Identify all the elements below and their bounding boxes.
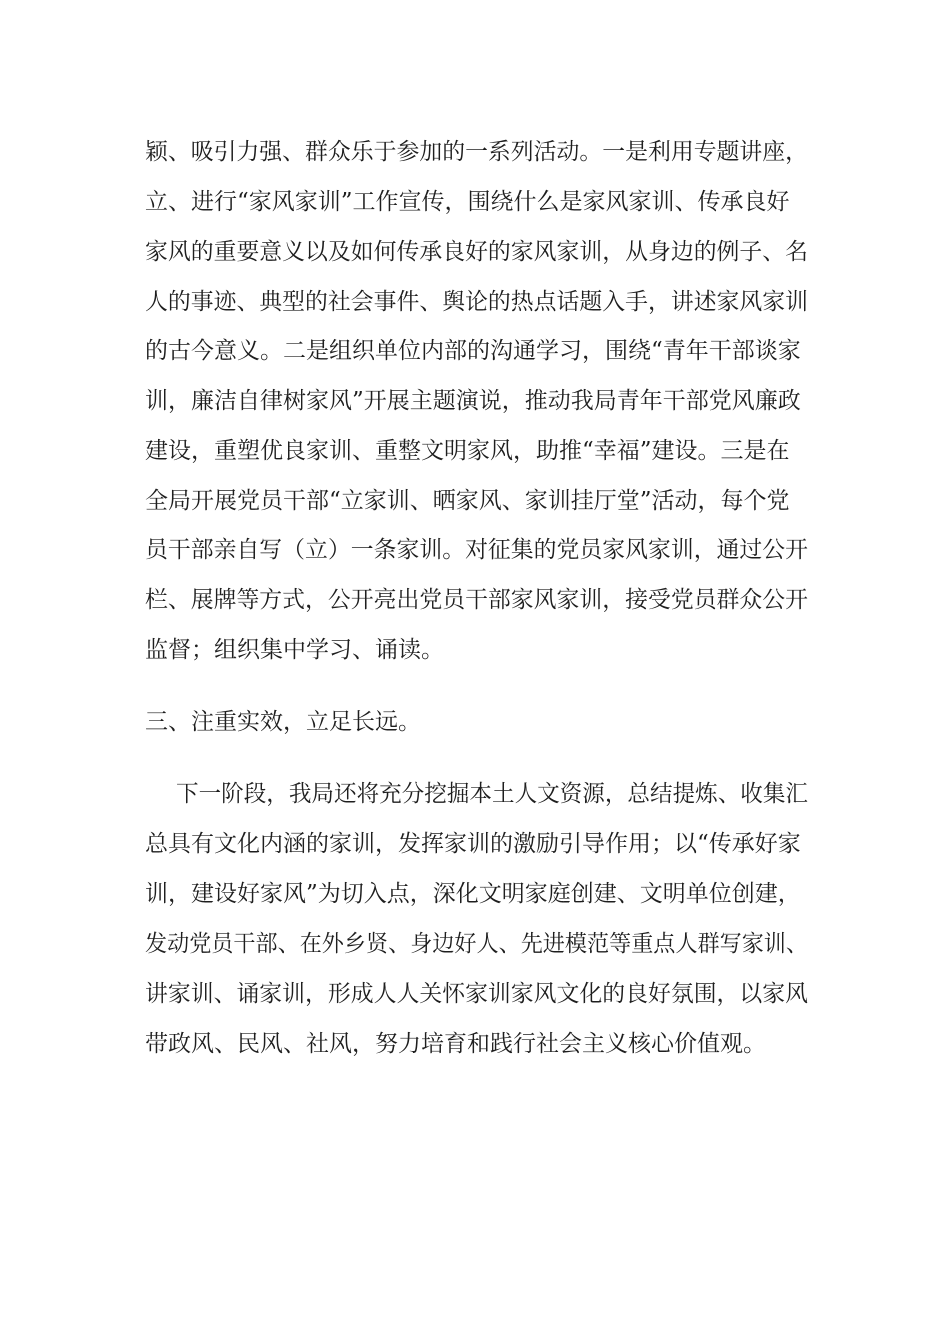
paragraph-1-line: 立、进行“家风家训”工作宣传，围绕什么是家风家训、传承良好 <box>145 189 790 215</box>
paragraph-1-line: 全局开展党员干部“立家训、晒家风、家训挂厅堂”活动，每个党 <box>145 488 790 514</box>
paragraph-1-line: 人的事迹、典型的社会事件、舆论的热点话题入手，讲述家风家训 <box>145 289 808 315</box>
paragraph-2-line: 讲家训、诵家训，形成人人关怀家训家风文化的良好氛围，以家风 <box>145 981 808 1007</box>
paragraph-1-line: 员干部亲自写（立）一条家训。对征集的党员家风家训，通过公开 <box>145 537 808 563</box>
paragraph-2-line: 发动党员干部、在外乡贤、身边好人、先进模范等重点人群写家训、 <box>145 931 808 957</box>
paragraph-1-line: 训，廉洁自律树家风”开展主题演说，推动我局青年干部党风廉政 <box>145 388 801 414</box>
paragraph-2-line: 总具有文化内涵的家训，发挥家训的激励引导作用；以“传承好家 <box>145 831 801 857</box>
section-heading: 三、注重实效，立足长远。 <box>145 709 421 735</box>
paragraph-1-line: 颖、吸引力强、群众乐于参加的一系列活动。一是利用专题讲座， <box>145 139 808 165</box>
paragraph-1-line: 建设，重塑优良家训、重整文明家风，助推“幸福”建设。三是在 <box>145 438 790 464</box>
paragraph-1-line: 的古今意义。二是组织单位内部的沟通学习，围绕“青年干部谈家 <box>145 338 801 364</box>
paragraph-2-line: 训，建设好家风”为切入点，深化文明家庭创建、文明单位创建， <box>145 881 801 907</box>
paragraph-1-line: 栏、展牌等方式，公开亮出党员干部家风家训，接受党员群众公开 <box>145 587 808 613</box>
paragraph-2-line: 下一阶段，我局还将充分挖掘本土人文资源，总结提炼、收集汇 <box>176 781 808 807</box>
paragraph-1-line: 家风的重要意义以及如何传承良好的家风家训，从身边的例子、名 <box>145 239 808 265</box>
paragraph-2-line: 带政风、民风、社风，努力培育和践行社会主义核心价值观。 <box>145 1031 766 1057</box>
paragraph-1-line: 监督；组织集中学习、诵读。 <box>145 637 444 663</box>
